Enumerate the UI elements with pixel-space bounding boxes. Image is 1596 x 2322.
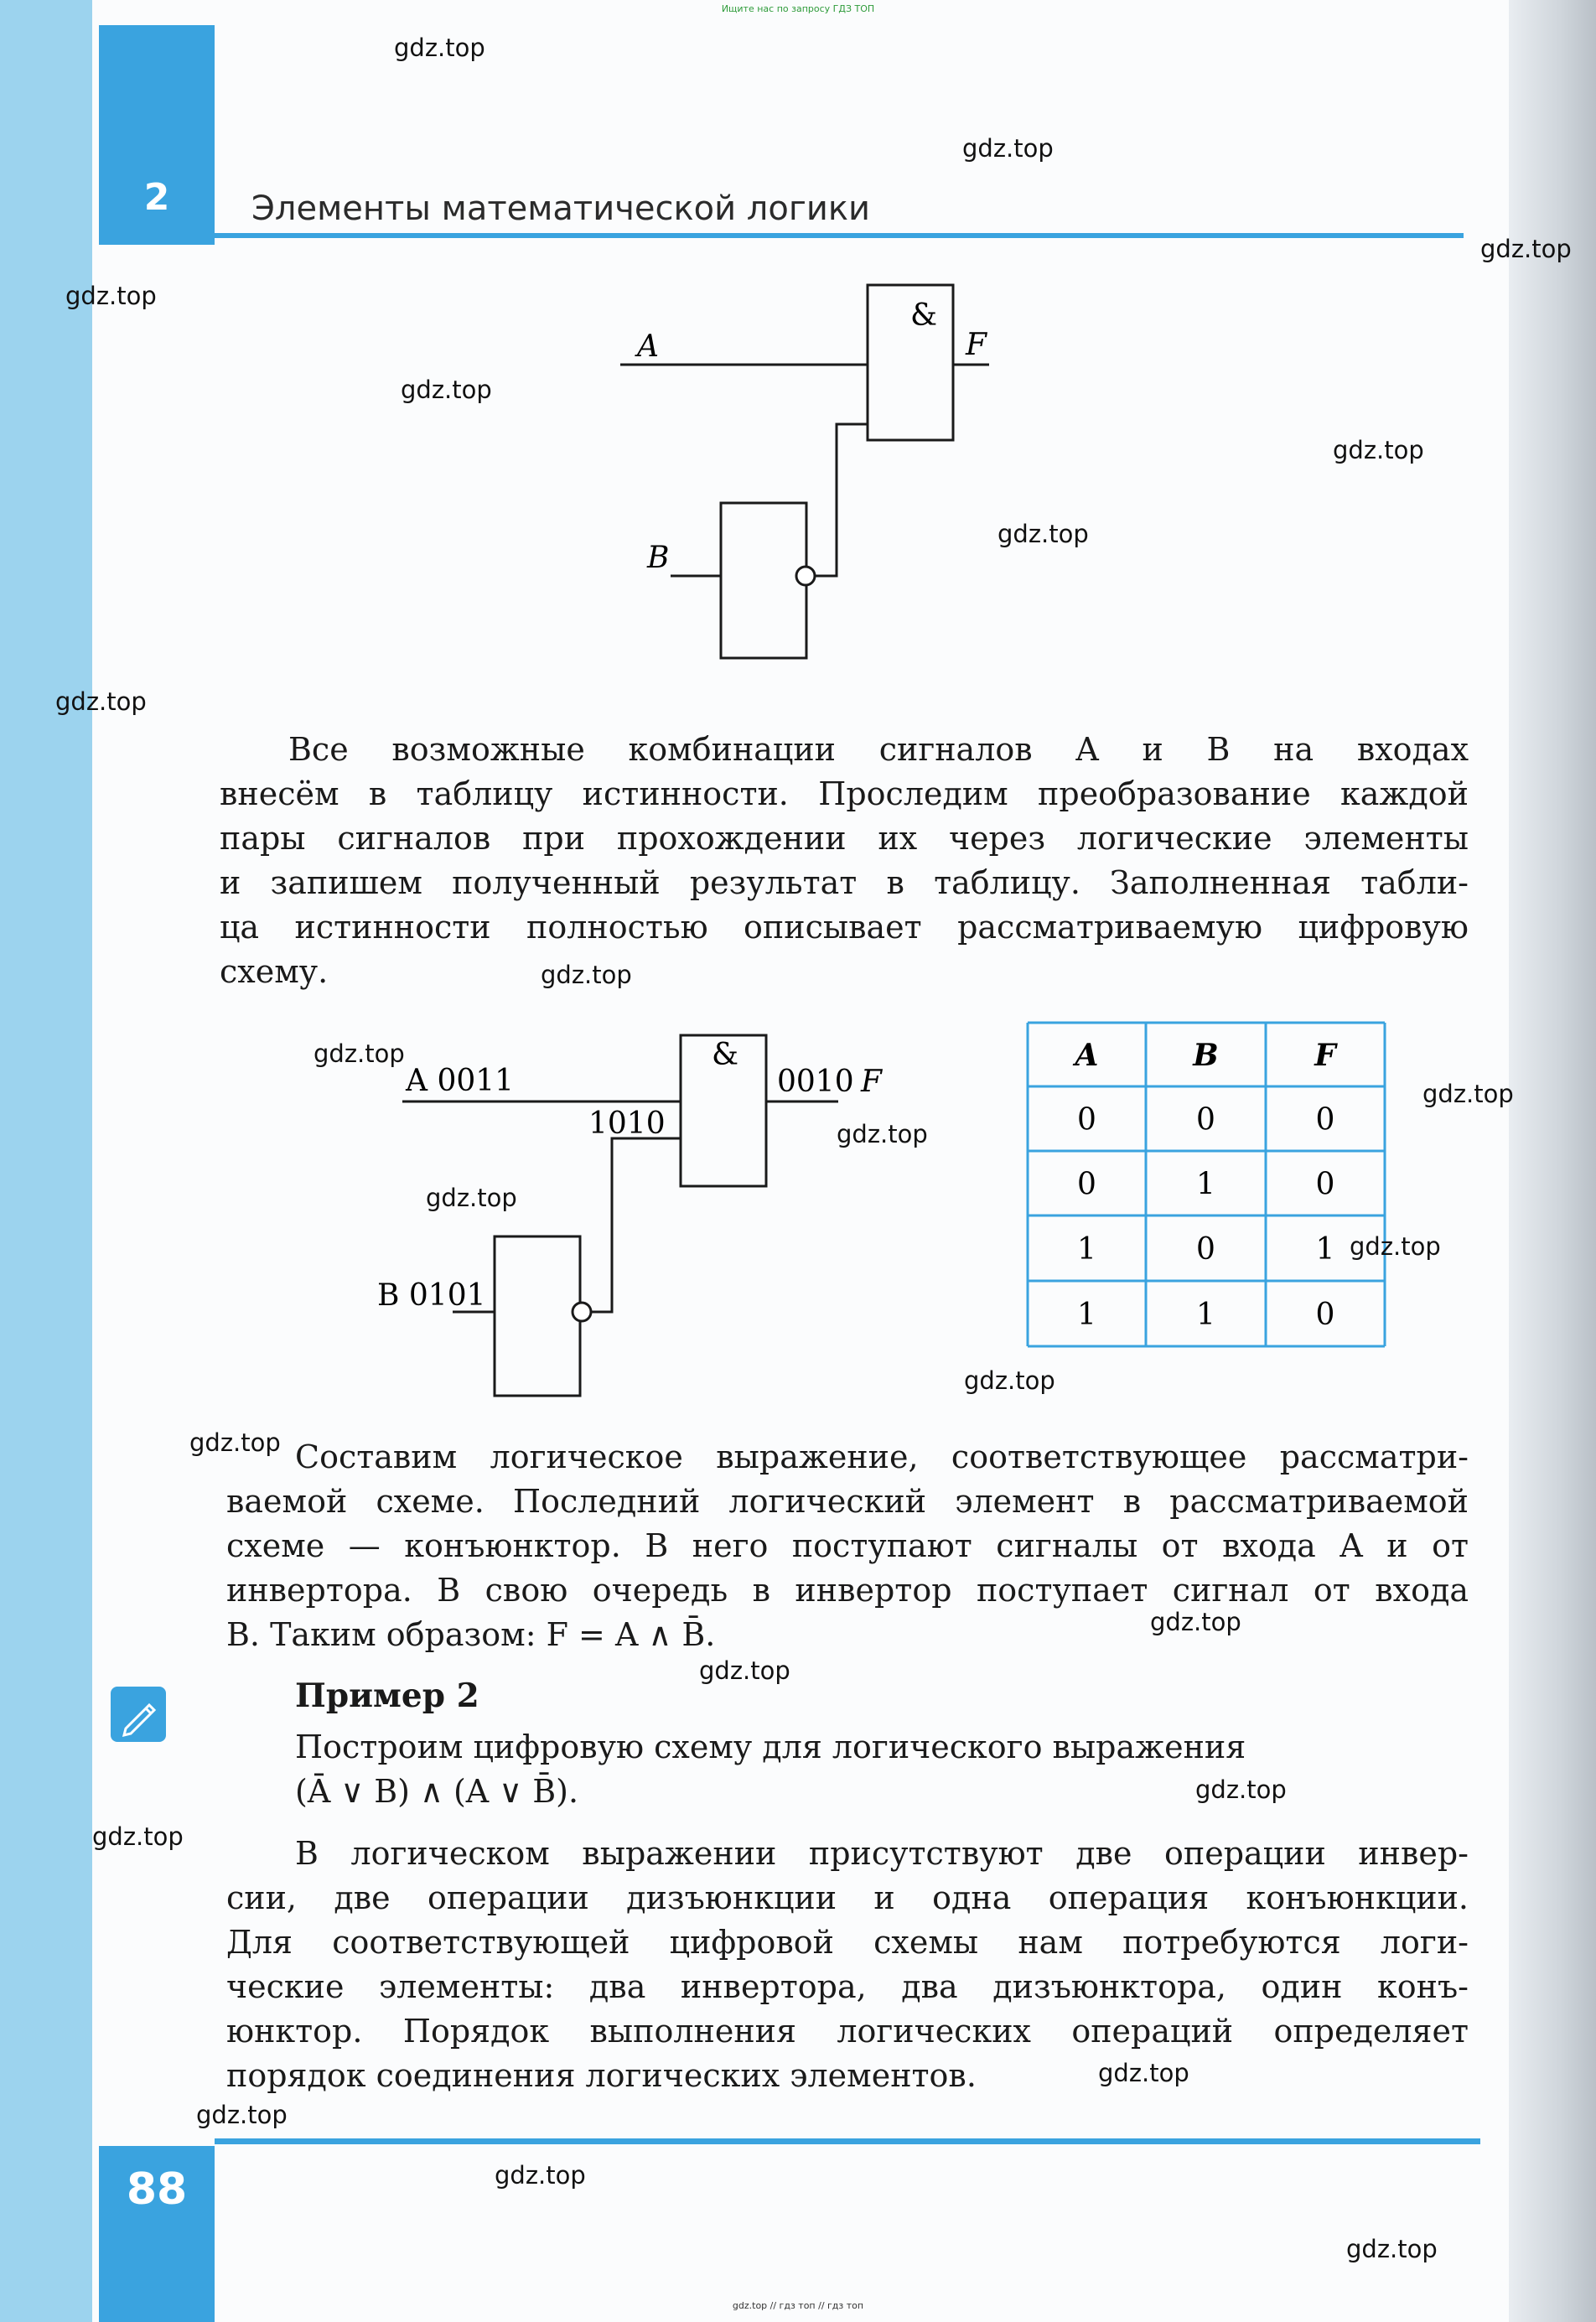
table-header-f: F: [1314, 1038, 1336, 1073]
watermark: gdz.top: [964, 1366, 1055, 1395]
pencil-icon: [111, 1687, 166, 1742]
table-cell: 1: [1315, 1232, 1335, 1267]
table-cell: 1: [1077, 1298, 1096, 1332]
watermark: gdz.top: [1150, 1608, 1241, 1636]
watermark: gdz.top: [426, 1184, 517, 1212]
table-cell: 0: [1196, 1232, 1215, 1267]
table-cell: 0: [1077, 1102, 1096, 1138]
watermark: gdz.top: [1422, 1080, 1514, 1108]
text-line: Построим цифровую схему для логического выражения: [295, 1729, 1246, 1765]
watermark: gdz.top: [1350, 1232, 1441, 1261]
page-number: 88: [126, 2164, 188, 2215]
watermark: gdz.top: [1480, 235, 1572, 263]
watermark: gdz.top: [189, 1428, 281, 1457]
input-a-label: A: [637, 329, 659, 364]
footer-rule: [215, 2138, 1480, 2144]
text-line: порядок соединения логических элементов.: [226, 2057, 977, 2094]
output-name: F: [861, 1065, 882, 1099]
input-b-value: B 0101: [377, 1278, 486, 1313]
output-f-label: F: [966, 328, 987, 362]
table-cell: 1: [1196, 1298, 1215, 1332]
inverted-b-value: 1010: [588, 1107, 666, 1141]
not-gate: [721, 503, 806, 658]
input-a-value: A 0011: [406, 1064, 515, 1098]
table-cell: 0: [1315, 1298, 1335, 1332]
text-line: ваемой схеме. Последний логический элемент в рассматриваемой: [226, 1483, 1469, 1520]
text-line: схему.: [220, 953, 329, 990]
watermark: gdz.top: [401, 376, 492, 404]
not-gate: [495, 1236, 580, 1396]
page-edge: [1509, 0, 1596, 2322]
paragraph-2: [295, 1435, 1469, 1480]
table-cell: 1: [1077, 1232, 1096, 1267]
input-b-label: B: [647, 541, 670, 575]
watermark: gdz.top: [92, 1822, 184, 1851]
watermark: gdz.top: [541, 961, 632, 989]
text-line: и запишем полученный результат в таблицу. Заполненная табли-: [220, 864, 1469, 901]
text-line: ца истинности полностью описывает рассматриваемую цифровую: [220, 909, 1469, 946]
table-header-b: B: [1193, 1038, 1219, 1073]
table-header-a: A: [1075, 1038, 1099, 1073]
paragraph-2-cont: [226, 1480, 1469, 1657]
example-title: Пример 2: [295, 1677, 479, 1715]
text-line: Для соответствующей цифровой схемы нам потребуются логи-: [226, 1924, 1469, 1961]
table-cell: 0: [1196, 1102, 1215, 1138]
watermark: gdz.top: [962, 134, 1054, 163]
text-line: пары сигналов при прохождении их через логические элементы: [220, 820, 1469, 857]
text-line: инвертора. В свою очередь в инвертор поступает сигнал от входа: [226, 1572, 1469, 1609]
watermark: gdz.top: [1098, 2059, 1189, 2087]
text-line: B. Таким образом: F = A ∧ B̄.: [226, 1616, 716, 1653]
watermark: gdz.top: [65, 282, 157, 310]
header-rule: [215, 233, 1464, 238]
and-symbol: &: [909, 298, 938, 333]
watermark: gdz.top: [55, 687, 147, 716]
example-text: [295, 1725, 1469, 1814]
watermark: gdz.top: [394, 34, 485, 62]
inversion-bubble: [573, 1303, 591, 1321]
paragraph-3: [295, 1832, 1469, 1876]
watermark: gdz.top: [1333, 436, 1424, 464]
text-line: схеме — конъюнктор. В него поступают сигналы от входа A и от: [226, 1527, 1469, 1564]
watermark: gdz.top: [998, 520, 1089, 548]
text-line: В логическом выражении присутствуют две операции инвер-: [295, 1835, 1469, 1872]
watermark: gdz.top: [1346, 2235, 1438, 2263]
truth-table: [1026, 1021, 1386, 1356]
top-banner: Ищите нас по запросу ГДЗ ТОП: [721, 3, 875, 14]
watermark: gdz.top: [699, 1656, 790, 1685]
text-line: Составим логическое выражение, соответствующее рассматри-: [295, 1438, 1469, 1475]
watermark: gdz.top: [837, 1120, 928, 1148]
watermark: gdz.top: [495, 2161, 586, 2190]
watermark: gdz.top: [196, 2101, 288, 2129]
table-cell: 1: [1196, 1167, 1215, 1202]
paragraph-3-cont: [226, 1876, 1469, 2098]
table-cell: 0: [1315, 1167, 1335, 1202]
watermark: gdz.top: [1195, 1775, 1287, 1804]
text-line: Все возможные комбинации сигналов A и B на входах: [288, 731, 1469, 768]
table-cell: 0: [1077, 1167, 1096, 1202]
inversion-bubble: [796, 567, 815, 585]
chapter-number: 2: [143, 176, 170, 219]
wire-inverter-to-and: [591, 1138, 681, 1312]
bottom-banner: gdz.top // гдз топ // гдз топ: [732, 2300, 864, 2311]
text-line: внесём в таблицу истинности. Проследим преобразование каждой: [220, 775, 1469, 812]
paragraph-1-cont: [220, 772, 1469, 994]
wire-inverter-to-and: [815, 424, 868, 576]
paragraph-1: [288, 728, 1469, 772]
pencil-icon-box: [111, 1687, 166, 1742]
text-line: ческие элементы: два инвертора, два дизъюнктора, один конъ-: [226, 1968, 1469, 2005]
table-cell: 0: [1315, 1102, 1335, 1138]
chapter-title: Элементы математической логики: [251, 189, 871, 228]
and-symbol: &: [711, 1038, 739, 1072]
left-margin-strip: [0, 0, 92, 2322]
watermark: gdz.top: [314, 1039, 405, 1068]
text-line: юнктор. Порядок выполнения логических операций определяет: [226, 2013, 1469, 2050]
output-value: 0010: [777, 1065, 854, 1099]
text-line: сии, две операции дизъюнкции и одна операция конъюнкции.: [226, 1879, 1469, 1916]
logic-diagram-1: [620, 268, 1006, 662]
formula-line: (Ā ∨ B) ∧ (A ∨ B̄).: [295, 1773, 579, 1810]
